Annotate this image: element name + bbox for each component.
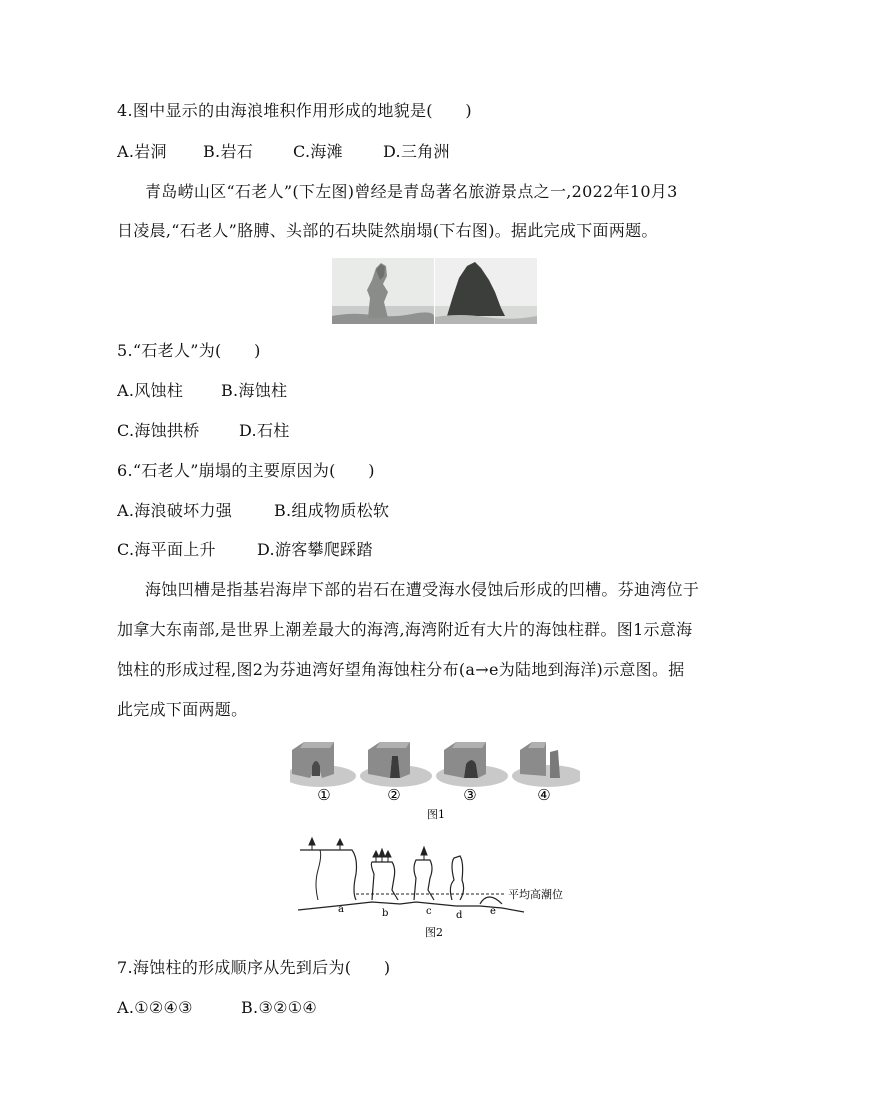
figure2-caption: 图2 (425, 926, 443, 939)
passage1-line-1: 青岛崂山区“石老人”(下左图)曾经是青岛著名旅游景点之一,2022年10月3 (145, 182, 678, 201)
q4-option-d[interactable]: D.三角洲 (383, 142, 450, 161)
figure2-point-e: e (490, 906, 496, 917)
passage2-line-3: 蚀柱的形成过程,图2为芬迪湾好望角海蚀柱分布(a→e为陆地到海洋)示意图。据 (117, 660, 685, 679)
figure1-label-1: ① (317, 786, 331, 804)
q6-option-d[interactable]: D.游客攀爬踩踏 (257, 540, 373, 559)
q7-stem: 7.海蚀柱的形成顺序从先到后为( ) (117, 958, 391, 977)
figure2-point-b: b (382, 908, 389, 919)
q4-option-a[interactable]: A.岩洞 (117, 142, 167, 161)
figure1-stage-2 (360, 742, 432, 787)
q6-option-c[interactable]: C.海平面上升 (117, 540, 216, 559)
q5-stem: 5.“石老人”为( ) (117, 341, 261, 360)
q7-option-a[interactable]: A.①②④③ (117, 998, 193, 1017)
figure1-label-2: ② (387, 786, 401, 804)
figure2-sea-stack-distribution (296, 834, 586, 942)
passage2-line-1: 海蚀凹槽是指基岩海岸下部的岩石在遭受海水侵蚀后形成的凹槽。芬迪湾位于 (145, 580, 700, 599)
passage2-line-2: 加拿大东南部,是世界上潮差最大的海湾,海湾附近有大片的海蚀柱群。图1示意海 (117, 620, 693, 639)
q5-options-row-1 (117, 380, 287, 402)
figure1-sea-stack-formation (290, 738, 580, 822)
figure2-point-a: a (338, 904, 344, 915)
q6-option-b[interactable]: B.组成物质松软 (274, 501, 390, 520)
figure1-stage-1 (290, 742, 356, 787)
q6-options-row-1 (117, 500, 389, 522)
q5-option-a[interactable]: A.风蚀柱 (117, 381, 184, 400)
figure1-stage-4 (512, 742, 580, 787)
figure2-point-c: c (426, 906, 432, 917)
stone-old-man-photo-after (435, 258, 537, 324)
q6-options-row-2 (117, 539, 373, 561)
figure1-label-3: ③ (463, 786, 477, 804)
q4-options (117, 141, 450, 163)
figure2-tide-label: 平均高潮位 (508, 888, 563, 901)
q4-option-b[interactable]: B.岩石 (203, 142, 254, 161)
figure1-caption: 图1 (427, 808, 445, 821)
q5-option-d[interactable]: D.石柱 (239, 421, 290, 440)
passage1-line-2: 日凌晨,“石老人”胳膊、头部的石块陡然崩塌(下右图)。据此完成下面两题。 (117, 221, 658, 240)
q5-options-row-2 (117, 420, 290, 442)
passage2-line-4: 此完成下面两题。 (117, 700, 248, 719)
stone-old-man-photo-before (332, 258, 434, 324)
figure2-point-d: d (456, 910, 463, 921)
q7-options (117, 997, 317, 1019)
q5-option-b[interactable]: B.海蚀柱 (221, 381, 288, 400)
q4-option-c[interactable]: C.海滩 (293, 142, 343, 161)
q5-option-c[interactable]: C.海蚀拱桥 (117, 421, 200, 440)
q4-stem: 4.图中显示的由海浪堆积作用形成的地貌是( ) (117, 101, 472, 120)
figure1-label-4: ④ (537, 786, 551, 804)
q7-option-b[interactable]: B.③②①④ (241, 998, 318, 1017)
q6-option-a[interactable]: A.海浪破坏力强 (117, 501, 233, 520)
figure1-stage-3 (436, 742, 508, 787)
q6-stem: 6.“石老人”崩塌的主要原因为( ) (117, 461, 375, 480)
